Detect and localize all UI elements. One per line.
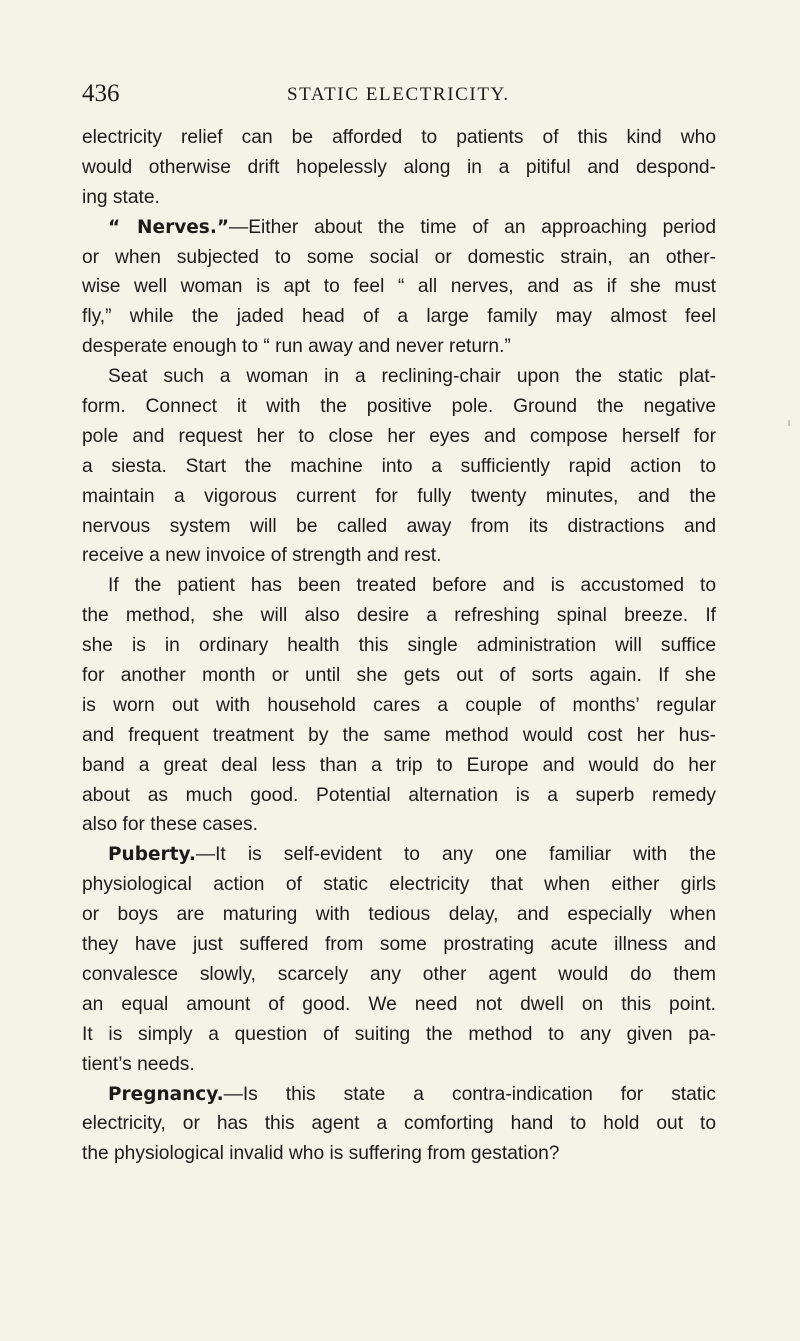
text-line	[82, 213, 716, 243]
text-line: If the patient has been treated before and is accustomed to	[108, 575, 716, 597]
text-line: electricity relief can be afforded to patients of this kind who	[82, 127, 716, 148]
text-line: the physiological invalid who is suffering from gestation?	[82, 1143, 560, 1165]
text-line: Seat such a woman in a reclining-chair upon the static plat-	[108, 366, 716, 388]
text-line: a siesta. Start the machine into a sufficiently rapid action to	[82, 455, 716, 477]
body-text	[82, 123, 716, 1169]
section-heading-puberty: Puberty.	[108, 844, 196, 866]
text-line: It is simply a question of suiting the method to any given pa-	[82, 1023, 716, 1045]
text-line: convalesce slowly, scarcely any other agent would do them	[82, 963, 716, 985]
paragraph-pregnancy	[82, 1080, 716, 1170]
text-line: nervous system will be called away from its distractions and	[82, 515, 716, 537]
text-line: she is in ordinary health this single administration will suffice	[82, 635, 716, 657]
text-line: receive a new invoice of strength and rest.	[82, 545, 442, 567]
text-run: —Is this state a contra-indication for static	[223, 1083, 716, 1105]
text-line: desperate enough to “ run away and never return.”	[82, 336, 511, 358]
section-heading-nerves: “ Nerves.”	[108, 216, 230, 238]
text-run: —It is self-evident to any one familiar with the	[195, 844, 716, 866]
paragraph	[82, 123, 716, 213]
section-heading-pregnancy: Pregnancy.	[108, 1083, 224, 1105]
text-line: or when subjected to some social or domestic strain, an other-	[82, 246, 716, 268]
text-line: also for these cases.	[82, 814, 258, 836]
text-line: for another month or until she gets out of sorts again. If she	[82, 665, 716, 687]
text-line: ing state.	[82, 186, 160, 208]
text-line: electricity, or has this agent a comforting hand to hold out to	[82, 1113, 716, 1135]
text-line: fly,” while the jaded head of a large family may almost feel	[82, 306, 716, 328]
paragraph	[82, 362, 716, 571]
text-line: wise well woman is apt to feel “ all nerves, and as if she must	[82, 276, 716, 298]
text-line: tient’s needs.	[82, 1053, 195, 1075]
page-number: 436	[82, 80, 120, 107]
text-line: pole and request her to close her eyes and compose herself for	[82, 425, 716, 447]
text-line: or boys are maturing with tedious delay, and especially when	[82, 904, 716, 926]
text-line: maintain a vigorous current for fully twenty minutes, and the	[82, 485, 716, 507]
text-line: band a great deal less than a trip to Europe and would do her	[82, 754, 716, 776]
text-line: the method, she will also desire a refreshing spinal breeze. If	[82, 605, 716, 627]
paragraph	[82, 571, 716, 840]
text-line	[82, 1080, 716, 1110]
running-head: STATIC ELECTRICITY.	[287, 84, 510, 105]
text-line: about as much good. Potential alternation is a superb remedy	[82, 784, 716, 806]
text-line: form. Connect it with the positive pole. Ground the negative	[82, 396, 716, 418]
text-run: —Either about the time of an approaching period	[229, 216, 716, 238]
text-line: they have just suffered from some prostrating acute illness and	[82, 934, 716, 956]
paragraph-nerves	[82, 213, 716, 362]
text-line: is worn out with household cares a couple of months’ regular	[82, 694, 716, 716]
text-line: would otherwise drift hopelessly along in a pitiful and despond-	[82, 156, 716, 178]
paragraph-puberty	[82, 840, 716, 1079]
text-line: physiological action of static electricity that when either girls	[82, 874, 716, 896]
text-line: an equal amount of good. We need not dwell on this point.	[82, 993, 716, 1015]
page-header	[82, 78, 718, 110]
page-edge-mark	[788, 420, 790, 426]
text-line	[82, 840, 716, 870]
text-line: and frequent treatment by the same method would cost her hus-	[82, 724, 716, 746]
